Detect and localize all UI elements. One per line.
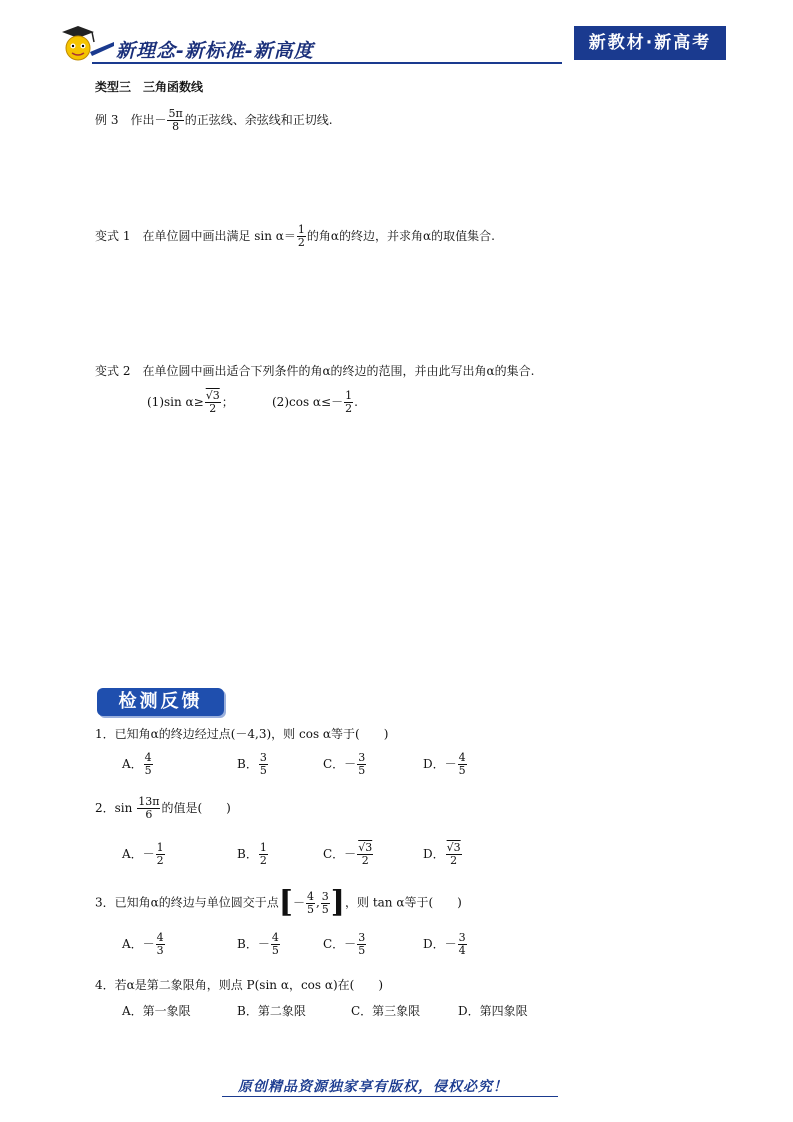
fraction-denominator: 2 (209, 402, 217, 415)
option-fraction (156, 932, 165, 957)
question-4-option-b: B．第二象限 (237, 1004, 306, 1018)
question-4-option-c: C．第三象限 (351, 1004, 421, 1018)
option-fraction (357, 752, 366, 777)
fraction-denominator: 5 (259, 764, 267, 777)
part-2-prefix: (2)cos α≤－ (272, 395, 344, 409)
fraction-denominator: 2 (156, 854, 164, 867)
example-3 (95, 108, 333, 133)
question-4-option-a: A．第一象限 (122, 1004, 191, 1018)
page-header (0, 0, 793, 70)
example-3-fraction (167, 108, 183, 133)
fraction-numerator: 5π (168, 107, 183, 120)
point-comma: , (315, 895, 320, 910)
question-3-tail: ，则 tan α等于( ) (345, 895, 462, 910)
option-fraction (271, 932, 280, 957)
option-label: D．－ (423, 757, 457, 771)
option-fraction (357, 932, 366, 957)
question-1-option-b (237, 752, 269, 777)
option-label: C．－ (323, 757, 357, 771)
option-fraction (446, 842, 462, 867)
variant-1 (95, 224, 495, 249)
part-1-end: ； (221, 395, 234, 409)
fraction-denominator: 5 (358, 944, 366, 957)
question-1-option-d (423, 752, 468, 777)
fraction-denominator: 5 (358, 764, 366, 777)
fraction-numerator: 13π (138, 795, 160, 808)
footer-copyright: 原创精品资源独家享有版权，侵权必究！ (238, 1079, 508, 1095)
fraction-numerator: 3 (358, 751, 366, 764)
question-2-tail: 的值是( ) (161, 801, 231, 815)
fraction-numerator: 1 (156, 841, 164, 854)
fraction-numerator: 4 (144, 751, 152, 764)
option-label: D．－ (423, 937, 457, 951)
part-1-fraction (205, 390, 221, 415)
fraction-denominator: 2 (259, 854, 267, 867)
fraction-denominator: 4 (458, 944, 466, 957)
fraction-numerator: 4 (156, 931, 164, 944)
option-label: A． (122, 757, 143, 771)
question-3-prefix: 3．已知角α的终边与单位圆交于点 (95, 895, 279, 910)
fraction-denominator: 5 (321, 902, 329, 916)
mascot-logo-icon (56, 22, 116, 66)
variant-1-fraction (297, 224, 306, 249)
variant-2-part-1 (147, 390, 234, 415)
part-2-fraction (344, 390, 353, 415)
option-fraction (458, 932, 467, 957)
question-4-stem: 4．若α是第二象限角，则点 P(sin α，cos α)在( ) (95, 978, 384, 992)
header-divider (92, 62, 562, 64)
option-label: B．－ (237, 937, 270, 951)
fraction-denominator: 5 (306, 902, 314, 916)
header-slogan: 新理念-新标准-新高度 (116, 40, 314, 62)
question-3-option-a (122, 932, 166, 957)
question-4-option-d: D．第四象限 (458, 1004, 528, 1018)
fraction-denominator: 5 (271, 944, 279, 957)
option-fraction (357, 842, 373, 867)
question-2-option-d (423, 842, 463, 867)
fraction-denominator: 6 (145, 808, 153, 821)
example-3-neg: － (154, 113, 167, 127)
variant-1-tail: 的角α的终边，并求角α的取值集合. (306, 229, 495, 243)
point-x-sign: － (292, 895, 305, 910)
option-fraction (144, 752, 153, 777)
part-1-prefix: (1)sin α≥ (147, 395, 204, 409)
question-1-stem: 1．已知角α的终边经过点(－4,3)，则 cos α等于( ) (95, 727, 389, 741)
fraction-denominator: 8 (172, 120, 180, 133)
fraction-denominator: 2 (345, 402, 353, 415)
bracket-open-icon: [ (278, 885, 293, 920)
fraction-numerator: √3 (358, 841, 373, 854)
fraction-denominator: 2 (297, 236, 305, 249)
fraction-numerator: 1 (259, 841, 267, 854)
header-brand: 新教材·新高考 (574, 26, 726, 60)
question-1-option-a (122, 752, 154, 777)
fraction-numerator: 4 (458, 751, 466, 764)
question-2-option-b (237, 842, 269, 867)
option-fraction (259, 752, 268, 777)
fraction-denominator: 2 (450, 854, 458, 867)
fraction-numerator: 3 (259, 751, 267, 764)
question-3-option-c (323, 932, 367, 957)
example-3-label: 例 3 作出 (95, 113, 155, 127)
fraction-numerator: √3 (446, 841, 461, 854)
section-title: 类型三 三角函数线 (95, 80, 204, 94)
footer-divider (222, 1096, 558, 1097)
question-2-option-c (323, 842, 374, 867)
option-fraction (259, 842, 268, 867)
option-label: D． (423, 847, 445, 861)
variant-1-label: 变式 1 在单位圆中画出满足 sin α＝ (95, 229, 296, 243)
fraction-numerator: 1 (297, 223, 305, 236)
fraction-numerator: 4 (306, 889, 314, 903)
option-fraction (458, 752, 467, 777)
option-label: A．－ (122, 937, 155, 951)
fraction-denominator: 2 (361, 854, 369, 867)
option-label: A．－ (122, 847, 155, 861)
point-x-fraction (306, 891, 315, 916)
fraction-denominator: 5 (458, 764, 466, 777)
question-3-stem (95, 885, 462, 920)
fraction-numerator: √3 (205, 389, 220, 402)
fraction-numerator: 1 (345, 389, 353, 402)
fraction-denominator: 3 (156, 944, 164, 957)
option-label: B． (237, 847, 258, 861)
question-3-option-b (237, 932, 281, 957)
question-2-stem (95, 796, 231, 821)
fraction-denominator: 5 (144, 764, 152, 777)
fraction-numerator: 4 (271, 931, 279, 944)
question-2-fraction (137, 796, 160, 821)
question-2-option-a (122, 842, 166, 867)
question-3-option-d (423, 932, 468, 957)
part-2-end: . (354, 395, 358, 409)
fraction-numerator: 3 (358, 931, 366, 944)
fraction-numerator: 3 (321, 889, 329, 903)
fraction-numerator: 3 (458, 931, 466, 944)
option-label: B． (237, 757, 258, 771)
variant-2-label: 变式 2 在单位圆中画出适合下列条件的角α的终边的范围，并由此写出角α的集合. (95, 364, 535, 378)
bracket-close-icon: ] (330, 885, 345, 920)
question-1-option-c (323, 752, 367, 777)
option-label: C．－ (323, 937, 357, 951)
option-fraction (156, 842, 165, 867)
point-y-fraction (321, 891, 330, 916)
example-3-tail: 的正弦线、余弦线和正切线. (184, 113, 333, 127)
option-label: C．－ (323, 847, 357, 861)
variant-2-part-2 (272, 390, 358, 415)
feedback-badge: 检测反馈 (97, 688, 224, 716)
question-2-prefix: 2．sin (95, 801, 133, 815)
